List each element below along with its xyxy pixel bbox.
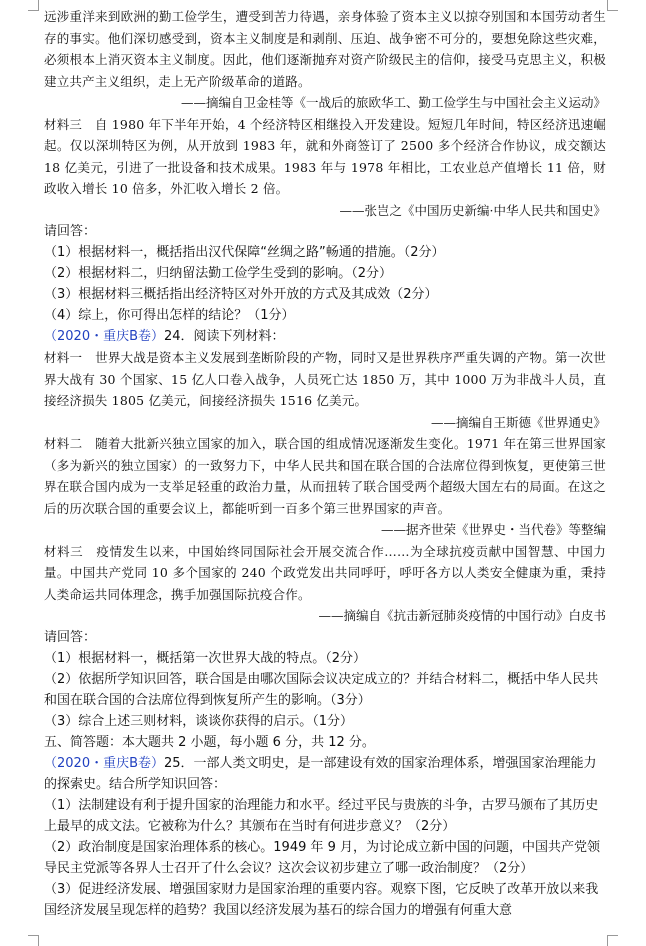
page-corner-mark — [607, 0, 618, 11]
question-item: （2）政治制度是国家治理体系的核心。1949 年 9 月，为讨论成立新中国的问题，中国共产党领导民主党派等各界人士召开了什么会议？这次会议初步建立了哪一政治制度？（2分） — [44, 839, 601, 876]
page-corner-mark — [28, 935, 39, 946]
exam-source-tag: （2020・重庆B卷） — [44, 329, 165, 344]
question-text: 25．一部人类文明史，是一部建设有效的国家治理体系，增强国家治理能力的探索史。结合所学知识回答： — [44, 755, 597, 792]
material-paragraph: 材料二 随着大批新兴独立国家的加入，联合国的组成情况逐渐发生变化。1971 年在第三世界国家（多为新兴的独立国家）的一致努力下，中华人民共和国在联合国的合法席位得到恢复，更使第三世界在联合国内成为一支举足轻重的政治力量，从而扭转了联合国受两个超级大国左右的局面。在这之后的历次联合国的重要会议上，都能听到一百多个第三世界国家的声音。 — [44, 436, 606, 516]
question-item: （1）根据材料一，概括指出汉代保障“丝绸之路”畅通的措施。（2分） — [44, 245, 445, 260]
question-text: 24．阅读下列材料： — [164, 329, 285, 344]
question-item: （2）根据材料二，归纳留法勤工俭学生受到的影响。（2分） — [44, 266, 393, 281]
source-citation: ——张岂之《中国历史新编·中华人民共和国史》 — [339, 202, 606, 218]
material-paragraph: 材料一 世界大战是资本主义发展到垄断阶段的产物，同时又是世界秩序严重失调的产物。第一次世界大战有 30 个国家、15 亿人口卷入战争，人员死亡达 1850 万，其中 1000 万为非战斗人员，直接经济损失 1805 亿美元，间接经济损失 1516 亿美元。 — [44, 350, 606, 408]
question-item: （3）根据材料三概括指出经济特区对外开放的方式及其成效（2分） — [44, 287, 438, 302]
question-item: （3）促进经济发展、增强国家财力是国家治理的重要内容。观察下图，它反映了改革开放以来我国经济发展呈现怎样的趋势？我国以经济发展为基石的综合国力的增强有何重大意 — [44, 881, 599, 918]
material-paragraph: 远涉重洋来到欧洲的勤工俭学生，遭受到苦力待遇，亲身体验了资本主义以掠夺别国和本国劳动者生存的事实。他们深切感受到，资本主义制度是和剥削、压迫、战争密不可分的，要想免除这些灾难，必须根本上消灭资本主义制度。因此，他们逐渐抛弃对资产阶级民主的信仰，接受马克思主义，积极建立共产主义组织，走上无产阶级革命的道路。 — [44, 9, 606, 89]
document-body — [44, 6, 606, 921]
question-item: （1）法制建设有利于提升国家的治理能力和水平。经过平民与贵族的斗争，古罗马颁布了其历史上最早的成文法。它被称为什么？其颁布在当时有何进步意义？（2分） — [44, 797, 599, 834]
source-citation: ——摘编自卫金桂等《一战后的旅欧华工、勤工俭学生与中国社会主义运动》 — [180, 95, 606, 110]
answer-prompt: 请回答： — [44, 224, 97, 239]
material-paragraph: 材料三 疫情发生以来，中国始终同国际社会开展交流合作……为全球抗疫贡献中国智慧、中国力量。中国共产党同 10 多个国家的 240 个政党发出共同呼吁，呼吁各方以人类安全健康为重，秉持人类命运共同体理念，携手加强国际抗疫合作。 — [44, 543, 606, 602]
question-item: （2）依据所学知识回答，联合国是由哪次国际会议决定成立的？并结合材料二，概括中华人民共和国在联合国的合法席位得到恢复所产生的影响。（3分） — [44, 671, 599, 708]
question-item: （1）根据材料一，概括第一次世界大战的特点。（2分） — [44, 650, 367, 666]
question-item: （4）综上，你可得出怎样的结论？（1分） — [44, 308, 295, 323]
material-paragraph: 材料三 自 1980 年下半年开始，4 个经济特区相继投入开发建设。短短几年时间，特区经济迅速崛起。仅以深圳特区为例，从开放到 1983 年，就和外商签订了 2500 多个经济合作协议，成交额达 18 亿美元，引进了一批设备和技术成果。1983 年与 1978 年相比，工农业总产值增长 11 倍，财政收入增长 10 倍多，外汇收入增长 2 倍。 — [44, 116, 606, 196]
page-corner-mark — [28, 0, 39, 11]
answer-prompt: 请回答： — [44, 629, 97, 645]
page-corner-mark — [607, 935, 618, 946]
source-citation: ——摘编自王斯德《世界通史》 — [430, 414, 606, 430]
section-heading: 五、简答题：本大题共 2 小题，每小题 6 分，共 12 分。 — [44, 734, 375, 750]
exam-source-tag: （2020・重庆B卷） — [44, 755, 165, 771]
question-header — [44, 753, 606, 795]
source-citation: ——摘编自《抗击新冠肺炎疫情的中国行动》白皮书 — [318, 608, 606, 623]
question-header — [44, 326, 606, 347]
question-item: （3）综合上述三则材料，谈谈你获得的启示。（1分） — [44, 713, 354, 729]
source-citation: ——据齐世荣《世界史・当代卷》等整编 — [380, 522, 606, 537]
